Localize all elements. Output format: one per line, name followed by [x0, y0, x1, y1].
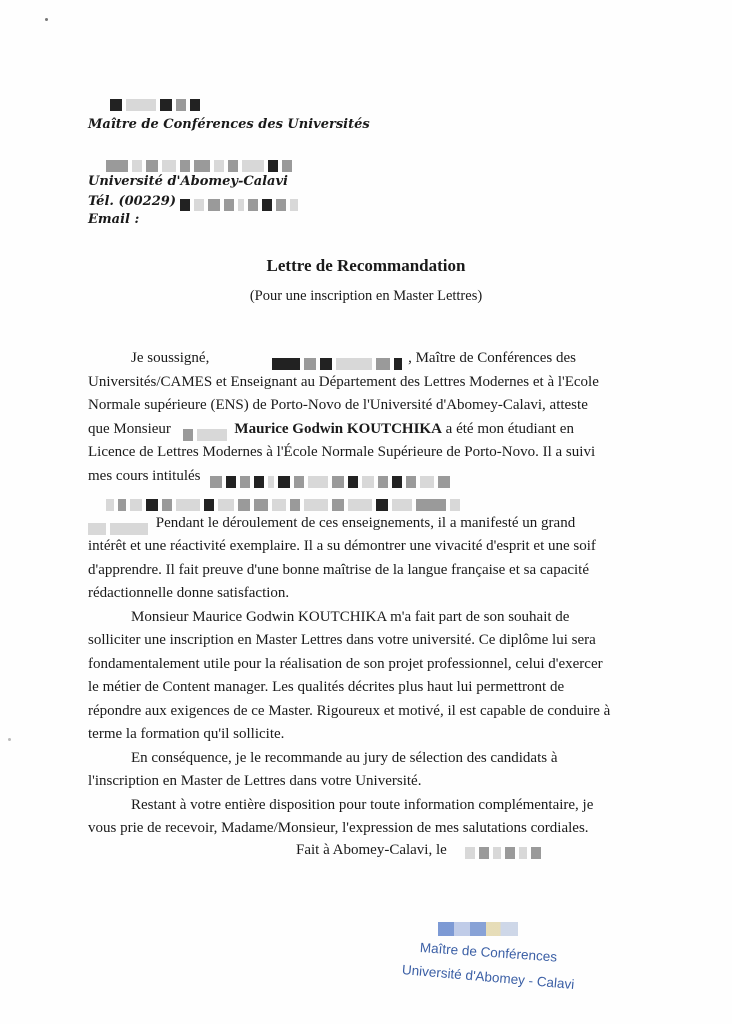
- text: intérêt et une réactivité exemplaire. Il a su démontrer une vivacité d'esprit et une soif: [88, 538, 596, 554]
- redacted-course-end: [88, 517, 152, 529]
- redacted-course: [204, 470, 454, 482]
- text: rédactionnelle donne satisfaction.: [88, 585, 290, 601]
- header-email: Email :: [88, 212, 140, 227]
- closing-text: Fait à Abomey-Calavi, le: [296, 842, 447, 858]
- official-stamp: [400, 922, 575, 1002]
- paragraph-1: [88, 347, 647, 606]
- text: Restant à votre entière disposition pour toute information complémentaire, je: [131, 796, 594, 813]
- letter-title: Lettre de Recommandation: [266, 256, 466, 275]
- redacted-date: [451, 845, 545, 857]
- text: vous prie de recevoir, Madame/Monsieur, l'expression de mes salutations cordiales.: [88, 820, 589, 836]
- text: Je soussigné,: [131, 350, 210, 366]
- text: Normale supérieure (ENS) de Porto-Novo de l'Université d'Abomey-Calavi, atteste: [88, 397, 588, 413]
- text: Pendant le déroulement de ces enseignements, il a manifesté un grand: [155, 514, 576, 531]
- redacted-signature: [438, 922, 518, 936]
- text: répondre aux exigences de ce Master. Rigoureux et motivé, il est capable de conduire à: [88, 702, 611, 719]
- text: solliciter une inscription en Master Lettres dans votre université. Ce diplôme lui sera: [88, 632, 596, 648]
- header-tel-line: [88, 192, 302, 211]
- paragraph-4: [88, 794, 647, 841]
- redacted-signatory: [215, 353, 406, 365]
- text: a été mon étudiant en: [445, 420, 574, 437]
- text: mes cours intitulés: [88, 467, 201, 484]
- closing-line: [296, 842, 545, 859]
- header-tel: Tél. (00229): [88, 194, 176, 209]
- text: Universités/CAMES et Enseignant au Département des Lettres Modernes et à l'Ecole: [88, 373, 599, 390]
- text: d'apprendre. Il fait preuve d'une bonne maîtrise de la langue française et sa capacité: [88, 561, 589, 578]
- redacted-course-line: [88, 488, 647, 512]
- letter-body: [88, 347, 647, 841]
- text: En conséquence, je le recommande au jury de sélection des candidats à: [131, 749, 558, 766]
- text: Monsieur Maurice Godwin KOUTCHIKA m'a fait part de son souhait de: [131, 608, 570, 625]
- text: que Monsieur: [88, 420, 171, 437]
- speck: [8, 738, 11, 741]
- text: Licence de Lettres Modernes à l'École Normale Supérieure de Porto-Novo. Il a suivi: [88, 444, 596, 460]
- text-line: [88, 512, 647, 536]
- text: fondamentalement utile pour la réalisation de son projet professionnel, celui d'exercer: [88, 655, 603, 672]
- redacted-address: [88, 153, 296, 171]
- text: le métier de Content manager. Les qualités décrites plus haut lui permettront de: [88, 679, 565, 695]
- paragraph-3: [88, 747, 647, 794]
- header-university: Université d'Abomey-Calavi: [88, 174, 288, 189]
- paragraph-2: [88, 606, 647, 747]
- text: terme la formation qu'il sollicite.: [88, 726, 285, 742]
- redacted-name: [88, 92, 204, 110]
- text-line: [88, 465, 647, 489]
- header-title: Maître de Conférences des Universités: [88, 117, 370, 132]
- text-line: [88, 418, 647, 442]
- text: l'inscription en Master de Lettres dans votre Université.: [88, 773, 422, 789]
- redacted-title: [175, 423, 231, 435]
- letter-subtitle: (Pour une inscription en Master Lettres): [249, 288, 483, 304]
- text: , Maître de Conférences des: [408, 350, 576, 366]
- stamp-line-2: Université d'Abomey - Calavi: [401, 962, 575, 993]
- student-name: Maurice Godwin KOUTCHIKA: [234, 420, 442, 437]
- stamp-line-1: Maître de Conférences: [419, 940, 558, 965]
- speck: [45, 18, 48, 21]
